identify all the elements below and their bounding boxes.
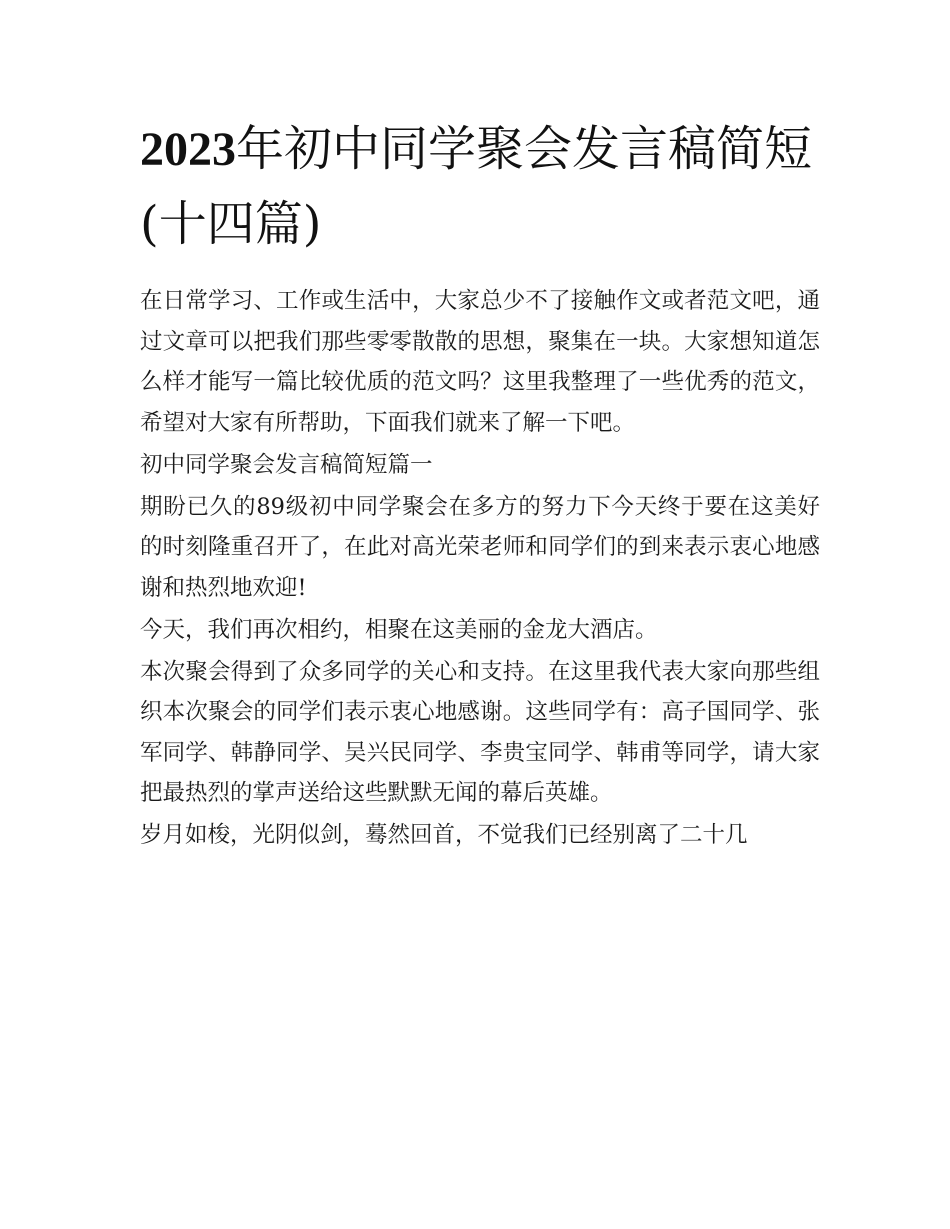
intro-paragraph: 在日常学习、工作或生活中，大家总少不了接触作文或者范文吧，通过文章可以把我们那些零零散散的思想，聚集在一块。大家想知道怎么样才能写一篇比较优质的范文吗？这里我整理了一些优秀的范文，希望对大家有所帮助，下面我们就来了解一下吧。 xyxy=(140,288,820,436)
document-body xyxy=(140,281,820,857)
section-heading: 初中同学聚会发言稿简短篇一 xyxy=(140,451,433,478)
title-year: 2023 xyxy=(140,123,236,176)
title-text: 年初中同学聚会发言稿简短(十四篇) xyxy=(140,121,813,252)
body-paragraph: 期盼已久的89级初中同学聚会在多方的努力下今天终于要在这美好的时刻隆重召开了，在此对高光荣老师和同学们的到来表示衷心地感谢和热烈地欢迎! xyxy=(140,493,820,601)
document-title xyxy=(140,112,820,261)
body-paragraph: 今天，我们再次相约，相聚在这美丽的金龙大酒店。 xyxy=(140,616,658,643)
body-paragraph: 岁月如梭，光阴似剑，蓦然回首，不觉我们已经别离了二十几 xyxy=(140,822,748,848)
body-paragraph: 本次聚会得到了众多同学的关心和支持。在这里我代表大家向那些组织本次聚会的同学们表示衷心地感谢。这些同学有：高子国同学、张军同学、韩静同学、吴兴民同学、李贵宝同学、韩甫等同学，请大家把最热烈的掌声送给这些默默无闻的幕后英雄。 xyxy=(140,658,820,806)
